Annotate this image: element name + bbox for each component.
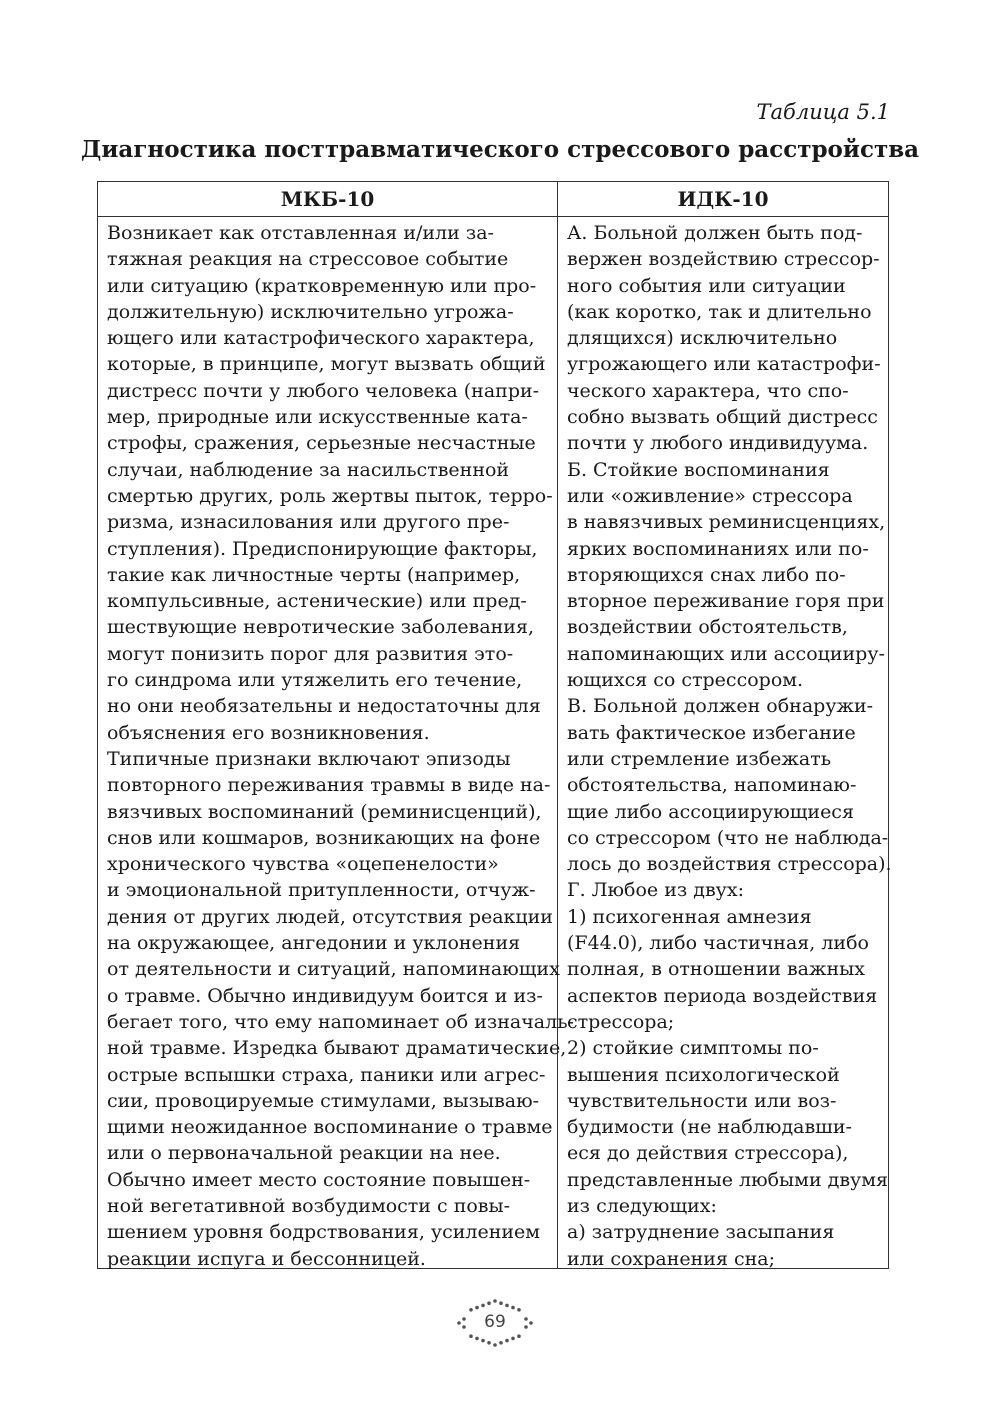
text-line: угрожающего или катастрофи- (567, 353, 881, 376)
text-line: вторное переживание горя при (567, 590, 885, 613)
text-line: ческого характера, что спо- (567, 379, 849, 402)
text-line: щими неожиданное воспоминание о травме (107, 1116, 553, 1139)
text-line: снов или кошмаров, возникающих на фоне (107, 826, 541, 849)
text-line: о травме. Обычно индивидуум боится и из- (107, 984, 543, 1007)
text-line: сии, провоцируемые стимулами, вызываю- (107, 1089, 540, 1112)
text-line: В. Больной должен обнаружи- (567, 695, 874, 718)
text-line: полная, в отношении важных (567, 958, 865, 981)
table-label: Таблица 5.1 (756, 100, 890, 124)
text-line: (как коротко, так и длительно (567, 300, 872, 323)
text-line: вать фактическое избегание (567, 721, 856, 744)
text-line: напоминающих или ассоцииру- (567, 642, 885, 665)
text-line: или ситуацию (кратковременную или про- (107, 274, 537, 297)
text-line: Возникает как отставленная и/или за- (107, 222, 494, 244)
text-line: острые вспышки страха, паники или агрес- (107, 1063, 546, 1086)
text-line: должительную) исключительно угрожа- (107, 300, 514, 323)
text-line: а) затруднение засыпания (567, 1221, 835, 1244)
text-line: 1) психогенная амнезия (567, 905, 812, 928)
text-line: Типичные признаки включают эпизоды (107, 747, 511, 770)
text-line: ной травме. Изредка бывают драматические, (107, 1037, 567, 1060)
text-line: дения от других людей, отсутствия реакции (107, 905, 553, 928)
text-line: бегает того, что ему напоминает об изначаль- (107, 1010, 574, 1033)
text-line: из следующих: (567, 1194, 717, 1217)
text-line: дистресс почти у любого человека (напри- (107, 379, 540, 402)
text-line: случаи, наблюдение за насильственной (107, 458, 510, 481)
text-line: шествующие невротические заболевания, (107, 616, 534, 639)
text-line: обстоятельства, напоминаю- (567, 774, 857, 797)
text-line: А. Больной должен быть под- (567, 222, 863, 244)
text-line: го синдрома или утяжелить его течение, (107, 669, 523, 692)
text-line: объяснения его возникновения. (107, 721, 430, 744)
text-line: компульсивные, астенические) или пред- (107, 590, 527, 613)
text-line: в навязчивых реминисценциях, (567, 511, 886, 534)
text-line: вязчивых воспоминаний (реминисценций), (107, 800, 542, 823)
diagnostics-table (97, 181, 892, 1270)
text-line: длящихся) исключительно (567, 327, 838, 350)
text-line: хронического чувства «оцепенелости» (107, 853, 499, 876)
text-line: такие как личностные черты (например, (107, 563, 521, 586)
header-divider (98, 216, 888, 217)
text-line: стрессора; (567, 1010, 675, 1033)
text-line: аспектов периода воздействия (567, 984, 878, 1007)
text-line: Обычно имеет место состояние повышен- (107, 1168, 531, 1191)
text-line: которые, в принципе, могут вызвать общий (107, 353, 546, 376)
text-line: ступления). Предиспонирующие факторы, (107, 537, 538, 560)
text-line: представленные любыми двумя (567, 1168, 888, 1191)
text-line: Г. Любое из двух: (567, 879, 744, 902)
text-line: почти у любого индивидуума. (567, 432, 869, 455)
text-line: щие либо ассоциирующиеся (567, 800, 854, 823)
text-line: или стремление избежать (567, 747, 832, 770)
text-line: ярких воспоминаниях или по- (567, 537, 869, 560)
idk10-criteria (567, 220, 892, 1272)
text-line: будимости (не наблюдавши- (567, 1116, 852, 1139)
text-line: но они необязательны и недостаточны для (107, 695, 541, 718)
text-line: ющего или катастрофического характера, (107, 327, 535, 350)
text-line: ной вегетативной возбудимости с повы- (107, 1194, 511, 1217)
column-header-idk10: ИДК-10 (677, 187, 769, 211)
text-line: вторяющихся снах либо по- (567, 563, 846, 586)
text-line: тяжная реакция на стрессовое событие (107, 248, 509, 271)
page-number: 69 (484, 1312, 506, 1332)
text-line: от деятельности и ситуаций, напоминающих (107, 958, 560, 981)
text-line: со стрессором (что не наблюда- (567, 826, 889, 849)
page-title: Диагностика посттравматического стрессового расстройства (80, 136, 920, 163)
column-header-icd10: МКБ-10 (280, 187, 375, 211)
text-line: вышения психологической (567, 1063, 840, 1086)
text-line: мер, природные или искусственные ката- (107, 406, 528, 429)
text-line: ризма, изнасилования или другого пре- (107, 511, 510, 534)
text-line: воздействии обстоятельств, (567, 616, 848, 639)
text-line: шением уровня бодрствования, усилением (107, 1221, 541, 1244)
text-line: вержен воздействию стрессор- (567, 248, 880, 271)
text-line: строфы, сражения, серьезные несчастные (107, 432, 536, 455)
text-line: еся до действия стрессора), (567, 1142, 849, 1165)
text-line: реакции испуга и бессонницей. (107, 1247, 426, 1270)
text-line: или сохранения сна; (567, 1247, 776, 1270)
column-divider (557, 182, 558, 1268)
text-line: (F44.0), либо частичная, либо (567, 932, 869, 955)
text-line: могут понизить порог для развития это- (107, 642, 514, 665)
text-line: чувствительности или воз- (567, 1089, 837, 1112)
text-line: повторного переживания травмы в виде на- (107, 774, 551, 797)
page-number-ornament (445, 1292, 545, 1354)
text-line: лось до воздействия стрессора). (567, 853, 892, 876)
text-line: ющихся со стрессором. (567, 669, 804, 692)
text-line: собно вызвать общий дистресс (567, 406, 878, 429)
text-line: или о первоначальной реакции на нее. (107, 1142, 501, 1165)
text-line: и эмоциональной притупленности, отчуж- (107, 879, 536, 902)
text-line: или «оживление» стрессора (567, 484, 853, 507)
text-line: смертью других, роль жертвы пыток, терро- (107, 484, 553, 507)
icd10-description (107, 220, 574, 1272)
text-line: на окружающее, ангедонии и уклонения (107, 932, 521, 955)
text-line: 2) стойкие симптомы по- (567, 1037, 819, 1060)
text-line: ного события или ситуации (567, 274, 846, 297)
text-line: Б. Стойкие воспоминания (567, 458, 830, 481)
